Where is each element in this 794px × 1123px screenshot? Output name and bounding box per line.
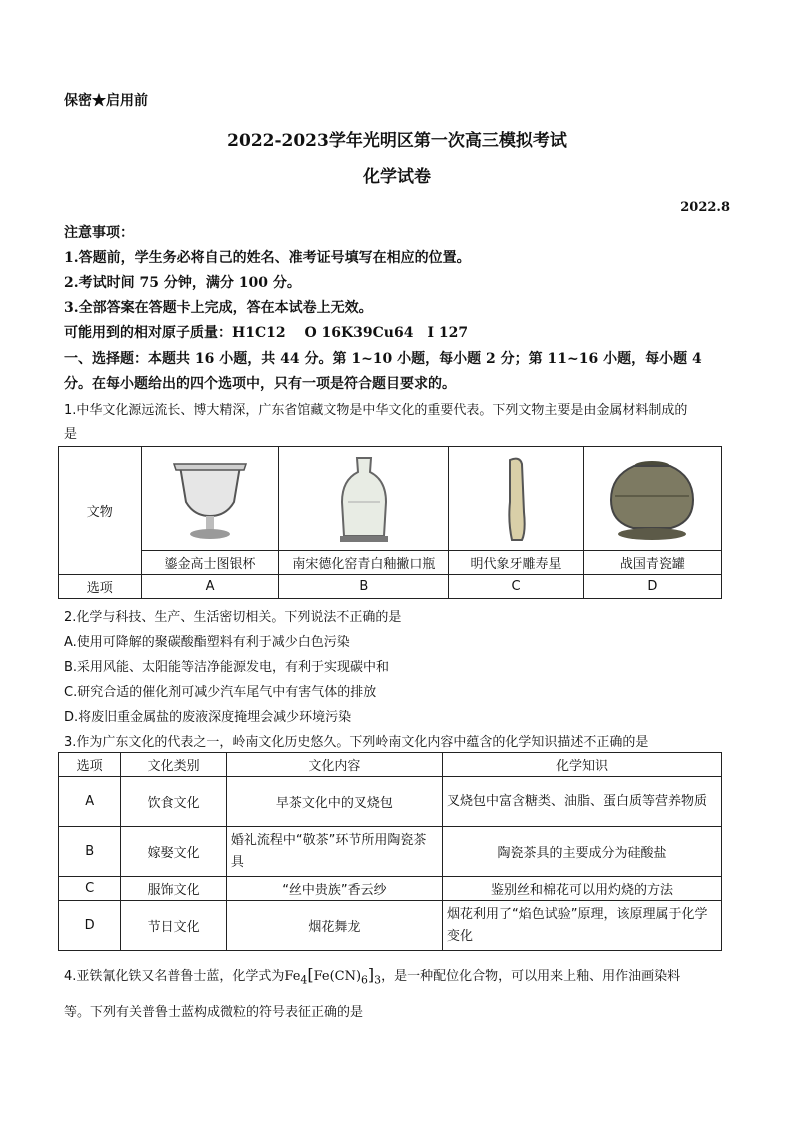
q2-option: B.采用风能、太阳能等洁净能源发电，有利于实现碳中和 [64,660,390,675]
note-item: 1.答题前，学生务必将自己的姓名、准考证号填写在相应的位置。 [64,250,471,266]
note-item: 2.考试时间 75 分钟，满分 100 分。 [64,275,301,291]
exam-subtitle: 化学试卷 [363,167,431,187]
q4-stem-b: ，是一种配位化合物，可以用来上釉、用作油画染料 [381,969,681,984]
artifact-name: 鎏金高士图银杯 [141,551,279,575]
table-header: 文化类别 [121,753,227,777]
q2-stem: 2.化学与科技、生产、生活密切相关。下列说法不正确的是 [64,610,402,625]
table-row [59,777,722,827]
option-letter: A [141,575,279,599]
q3-stem: 3.作为广东文化的代表之一，岭南文化历史悠久。下列岭南文化内容中蕴含的化学知识描述不正确的是 [64,735,649,750]
table-cell: D [59,901,121,951]
table-header: 化学知识 [442,753,721,777]
artifact-name: 南宋德化窑青白釉撇口瓶 [279,551,449,575]
artifact-image-c [449,447,583,551]
artifact-image-b [279,447,449,551]
ivory-carving-icon [486,452,546,546]
note-item: 3.全部答案在答题卡上完成，答在本试卷上无效。 [64,300,373,316]
table-cell: 服饰文化 [121,877,227,901]
q3-culture-table [58,752,722,951]
table-row [59,877,722,901]
q4-stem-cont: 等。下列有关普鲁士蓝构成微粒的符号表征正确的是 [64,1005,364,1020]
table-row [59,901,722,951]
q4-stem [64,965,680,987]
table-header: 选项 [59,753,121,777]
option-letter: C [449,575,583,599]
table-cell: 饮食文化 [121,777,227,827]
artifact-name: 明代象牙雕寿星 [449,551,583,575]
table-header: 文化内容 [226,753,442,777]
porcelain-vase-icon [324,452,404,546]
q1-stem: 1.中华文化源远流长、博大精深，广东省馆藏文物是中华文化的重要代表。下列文物主要是由金属材料制成的 [64,403,688,418]
option-row-label: 选项 [59,575,142,599]
exam-date: 2022.8 [680,200,730,215]
artifact-image-d [583,447,721,551]
table-cell: 烟花舞龙 [226,901,442,951]
artifact-image-a [141,447,279,551]
table-cell: 婚礼流程中“敬茶”环节所用陶瓷茶具 [226,827,442,877]
confidential-label: 保密★启用前 [64,93,148,109]
atomic-mass-line: 可能用到的相对原子质量：H1C12 O 16K39Cu64 I 127 [64,325,469,341]
table-cell: 陶瓷茶具的主要成分为硅酸盐 [442,827,721,877]
option-letter: D [583,575,721,599]
section-instructions-cont: 分。在每小题给出的四个选项中，只有一项是符合题目要求的。 [64,376,456,392]
section-instructions: 一、选择题：本题共 16 小题，共 44 分。第 1~10 小题，每小题 2 分；第 11~16 小题，每小题 4 [64,351,702,367]
table-cell: C [59,877,121,901]
table-cell: 烟花利用了“焰色试验”原理，该原理属于化学变化 [442,901,721,951]
table-cell: 节日文化 [121,901,227,951]
q2-option: A.使用可降解的聚碳酸酯塑料有利于减少白色污染 [64,635,350,650]
table-cell: 鉴别丝和棉花可以用灼烧的方法 [442,877,721,901]
table-cell: 早茶文化中的叉烧包 [226,777,442,827]
table-cell: “丝中贵族”香云纱 [226,877,442,901]
artifact-row-label: 文物 [59,447,142,575]
table-cell: 叉烧包中富含糖类、油脂、蛋白质等营养物质 [442,777,721,827]
celadon-jar-icon [597,452,707,546]
artifact-name: 战国青瓷罐 [583,551,721,575]
table-cell: A [59,777,121,827]
q4-stem-a: 4.亚铁氰化铁又名普鲁士蓝，化学式为 [64,969,285,984]
q1-artifact-table [58,446,722,599]
q1-stem-cont: 是 [64,427,78,442]
table-cell: 嫁娶文化 [121,827,227,877]
q2-option: C.研究合适的催化剂可减少汽车尾气中有害气体的排放 [64,685,377,700]
chemical-formula: $Fe_4[Fe(CN)_6]_3$ [284,965,382,987]
table-cell: B [59,827,121,877]
notes-heading: 注意事项： [64,225,134,241]
silver-cup-icon [160,452,260,546]
table-row [59,827,722,877]
q2-option: D.将废旧重金属盐的废液深度掩埋会减少环境污染 [64,710,352,725]
exam-title: 2022-2023学年光明区第一次高三模拟考试 [227,131,567,151]
option-letter: B [279,575,449,599]
